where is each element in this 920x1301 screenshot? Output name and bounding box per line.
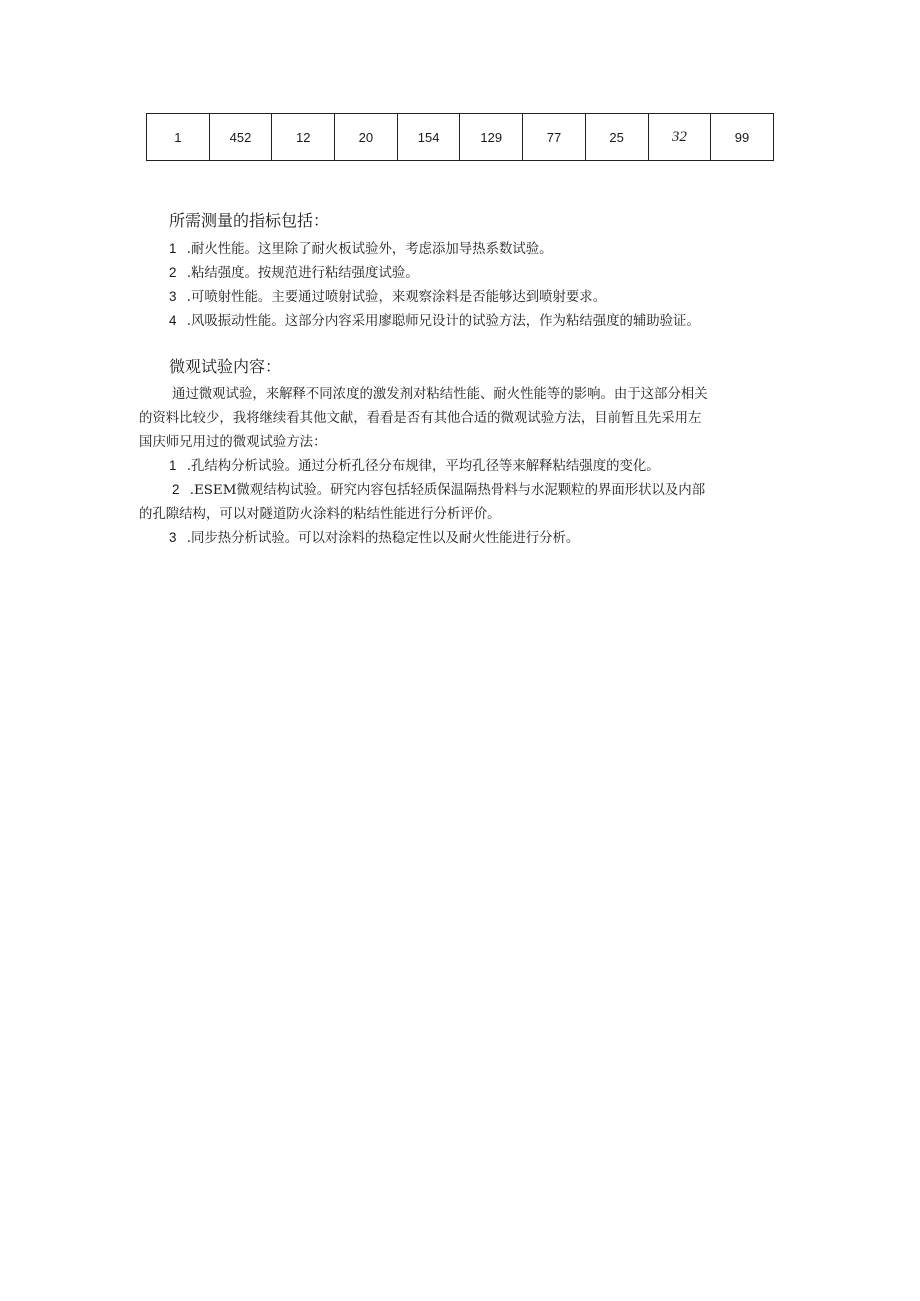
list-item-text: .同步热分析试验。可以对涂料的热稳定性以及耐火性能进行分析。 — [186, 531, 580, 546]
table-cell: 20 — [335, 114, 398, 161]
list-item — [169, 527, 579, 546]
table-cell: 99 — [711, 114, 774, 161]
table-cell: 129 — [460, 114, 523, 161]
list-item — [172, 479, 705, 498]
list-item-text: .孔结构分析试验。通过分析孔径分布规律，平均孔径等来解释粘结强度的变化。 — [186, 459, 660, 474]
list-item-number: 3 — [169, 530, 177, 545]
paragraph-line: 的资料比较少，我将继续看其他文献，看看是否有其他合适的微观试验方法，目前暂且先采用左 — [139, 411, 702, 426]
table-cell: 154 — [397, 114, 460, 161]
list-item — [169, 286, 606, 305]
table-cell: 77 — [523, 114, 586, 161]
list-item-text: .可喷射性能。主要通过喷射试验，来观察涂料是否能够达到喷射要求。 — [186, 290, 607, 305]
list-item — [169, 238, 553, 257]
list-item — [169, 455, 660, 474]
list-item-text: .ESEM微观结构试验。研究内容包括轻质保温隔热骨料与水泥颗粒的界面形状以及内部 — [189, 483, 706, 498]
table-cell: 452 — [209, 114, 272, 161]
list-item-number: 2 — [169, 265, 177, 280]
list-item-continuation: 的孔隙结构，可以对隧道防火涂料的粘结性能进行分析评价。 — [139, 507, 501, 522]
list-item — [169, 310, 700, 329]
table-cell: 25 — [585, 114, 648, 161]
table-row — [147, 114, 774, 161]
list-item-text: .耐火性能。这里除了耐火板试验外，考虑添加导热系数试验。 — [186, 242, 553, 257]
table-cell: 1 — [147, 114, 210, 161]
section2-heading: 微观试验内容： — [169, 357, 282, 376]
list-item — [169, 262, 419, 281]
list-item-number: 1 — [169, 241, 177, 256]
paragraph-line: 通过微观试验，来解释不同浓度的激发剂对粘结性能、耐火性能等的影响。由于这部分相关 — [172, 387, 708, 402]
list-item-number: 2 — [172, 482, 180, 497]
table-cell: 32 — [648, 114, 711, 161]
table-cell: 12 — [272, 114, 335, 161]
data-table — [146, 113, 774, 161]
list-item-text: .风吸振动性能。这部分内容采用廖聪师兄设计的试验方法，作为粘结强度的辅助验证。 — [186, 314, 700, 329]
list-item-text: .粘结强度。按规范进行粘结强度试验。 — [186, 266, 419, 281]
paragraph-line: 国庆师兄用过的微观试验方法： — [139, 435, 327, 450]
list-item-number: 4 — [169, 313, 177, 328]
list-item-number: 1 — [169, 458, 177, 473]
section1-heading: 所需测量的指标包括： — [169, 211, 330, 230]
list-item-number: 3 — [169, 289, 177, 304]
